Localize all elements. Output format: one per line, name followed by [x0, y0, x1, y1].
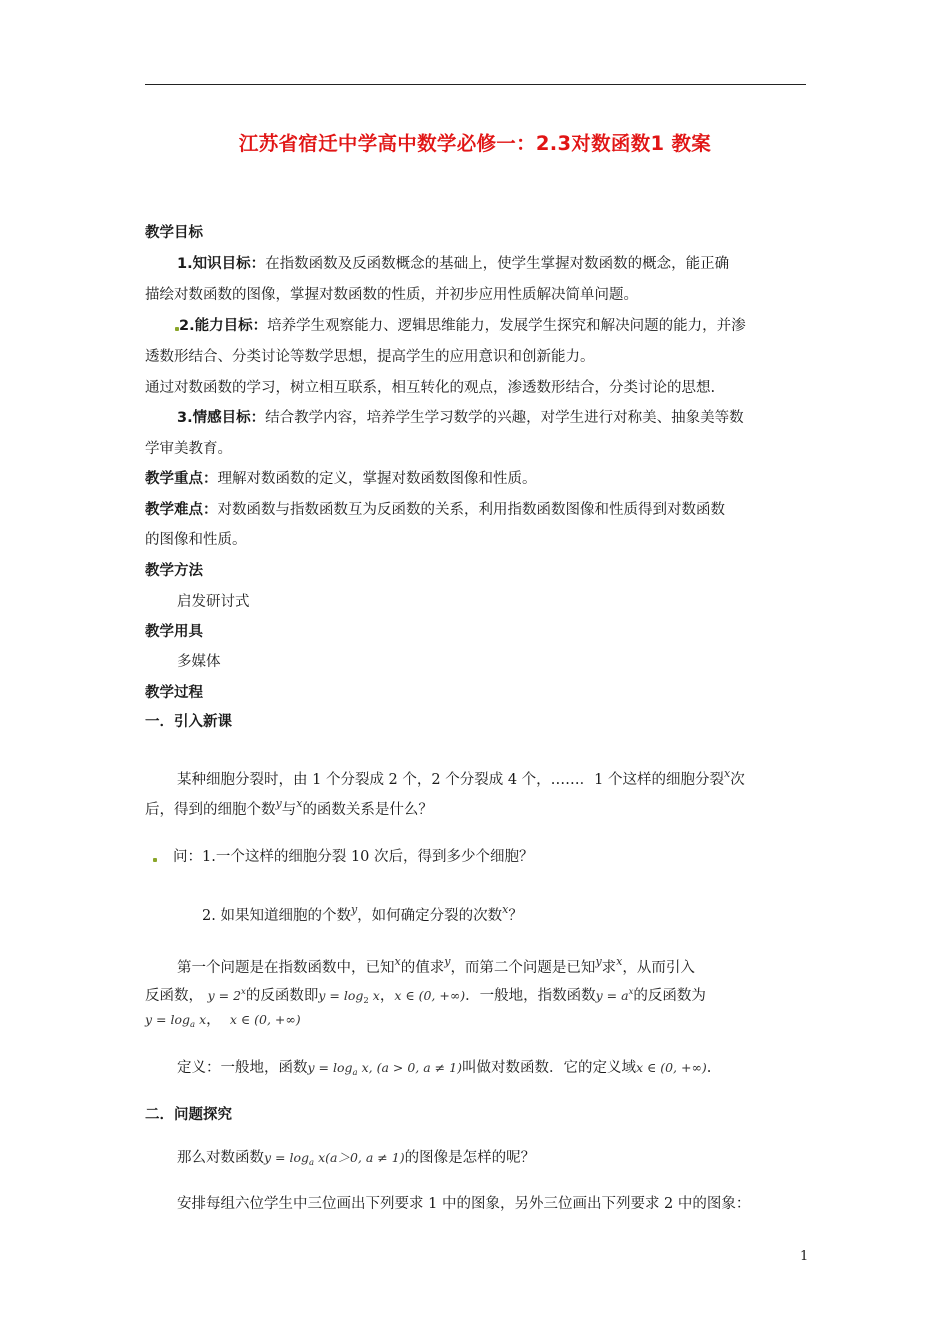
document-title: 江苏省宿迁中学高中数学必修一：2.3对数函数1 教案 — [238, 132, 712, 155]
focus-label: 教学重点： — [145, 471, 218, 487]
section-2-heading: 二．问题探究 — [145, 1107, 232, 1123]
explain-text-d: 求 — [601, 960, 617, 976]
bullet-marker — [153, 858, 157, 862]
difficulty-label: 教学难点： — [145, 502, 218, 518]
explain-text-b: 的值求 — [400, 960, 445, 976]
definition-text-b: 叫做对数函数．它的定义域 — [461, 1060, 636, 1076]
math-var-y: y — [444, 955, 451, 968]
goals-heading: 教学目标 — [145, 225, 203, 241]
formula-x: x — [318, 1150, 326, 1165]
formula-x: x — [199, 1012, 207, 1027]
definition-text-a: 定义：一般地，函数 — [177, 1060, 308, 1076]
question-2-text-b: ，如何确定分裂的次数 — [357, 908, 503, 924]
tools-text: 多媒体 — [177, 654, 221, 670]
formula-exp-a — [596, 988, 634, 1003]
formula-log: log — [170, 1012, 191, 1027]
formula-sub: a — [352, 1068, 358, 1078]
math-var-x: x — [502, 903, 509, 916]
method-text: 启发研讨式 — [177, 594, 250, 610]
explain-text-e: ，从而引入 — [622, 960, 695, 976]
question-1: 问：1.一个这样的细胞分裂 10 次后，得到多少个细胞？ — [173, 849, 534, 865]
explain-text-g: 的反函数即 — [245, 988, 319, 1004]
formula-log-a — [145, 1012, 207, 1030]
formula-explore — [264, 1150, 405, 1168]
explain-line-3: $y = \log_a x$， x ∈ (0, +∞) — [145, 1012, 301, 1030]
intro-para-line-1 — [177, 764, 745, 790]
explain-text-i: 的反函数为 — [633, 988, 706, 1004]
goal-2-line-1 — [179, 316, 746, 336]
explore-text-a: 那么对数函数 — [177, 1150, 264, 1166]
explain-text-a: 第一个问题是在指数函数中，已知 — [177, 960, 395, 976]
goal-1-line-1 — [177, 254, 729, 274]
focus-text: 理解对数函数的定义，掌握对数函数图像和性质。 — [217, 471, 537, 487]
method-heading: 教学方法 — [145, 563, 203, 579]
focus-line — [145, 469, 537, 489]
formula-y-eq: y = — [145, 1012, 171, 1027]
goal-2-text-1: 培养学生观察能力、逻辑思维能力，发展学生探究和解决问题的能力，并渗 — [267, 318, 746, 334]
header-rule — [145, 84, 806, 85]
intro-text-2a: 后，得到的细胞个数 — [145, 802, 276, 818]
goal-3-line-2: 学审美教育。 — [145, 441, 232, 457]
math-var-x: x — [616, 955, 623, 968]
tools-heading: 教学用具 — [145, 624, 203, 640]
math-var-x: x — [296, 797, 303, 810]
formula-y-eq: y = — [307, 1060, 333, 1075]
question-2-text-c: ？ — [508, 908, 523, 924]
definition-text-c: . — [706, 1060, 712, 1076]
goal-2-label: 2.能力目标： — [179, 318, 268, 334]
explain-text-h: ．一般地，指数函数 — [465, 988, 596, 1004]
formula-y-eq: y = — [207, 988, 234, 1003]
explore-text-b: 的图像是怎样的呢？ — [404, 1150, 536, 1166]
difficulty-text-1: 对数函数与指数函数互为反函数的关系，利用指数函数图像和性质得到对数函数 — [217, 502, 725, 518]
explain-line-1 — [177, 952, 695, 978]
formula-log: log — [289, 1150, 310, 1165]
math-var-y: y — [595, 955, 602, 968]
goal-3-line-1 — [177, 408, 744, 428]
formula-log: log — [332, 1060, 353, 1075]
formula-exp-2 — [208, 988, 246, 1003]
formula-y-eq: y = — [264, 1150, 290, 1165]
formula-sub: 2 — [363, 996, 369, 1006]
goal-1-text-1: 在指数函数及反函数概念的基础上，使学生掌握对数函数的概念，能正确 — [265, 256, 730, 272]
goal-3-text-1: 结合教学内容，培养学生学习数学的兴趣，对学生进行对称美、抽象美等数 — [265, 410, 744, 426]
formula-sub: a — [190, 1020, 196, 1030]
formula-base: 2 — [233, 988, 242, 1003]
formula-exp: x — [241, 987, 246, 997]
goal-2-line-2: 透数形结合、分类讨论等数学思想，提高学生的应用意识和创新能力。 — [145, 349, 595, 365]
formula-y-eq: y = — [595, 988, 622, 1003]
intro-text-1-end: 次 — [730, 772, 745, 788]
formula-exp: x — [628, 987, 634, 997]
question-2 — [202, 900, 523, 926]
explain-text-f: 反函数， — [145, 988, 203, 1004]
section-1-heading: 一．引入新课 — [145, 714, 232, 730]
difficulty-line-2: 的图像和性质。 — [145, 532, 247, 548]
formula-condition: (a > 0, a ≠ 1) — [376, 1060, 462, 1075]
goal-1-label: 1.知识目标： — [177, 256, 266, 272]
formula-x: x — [372, 988, 380, 1003]
definition-line — [177, 1058, 711, 1083]
formula-base: a — [621, 988, 629, 1003]
math-var-x: x — [394, 955, 401, 968]
formula-log: log — [343, 988, 364, 1003]
math-var-y: y — [275, 797, 282, 810]
intro-text-2c: 的函数关系是什么？ — [302, 802, 433, 818]
question-2-text-a: 2. 如果知道细胞的个数 — [202, 908, 351, 924]
math-var-x: x — [724, 767, 731, 780]
difficulty-line-1 — [145, 500, 725, 520]
formula-log-2 — [318, 988, 380, 1006]
process-heading: 教学过程 — [145, 685, 203, 701]
goal-1-line-2: 描绘对数函数的图像，掌握对数函数的性质，并初步应用性质解决简单问题。 — [145, 287, 638, 303]
formula-domain: x ∈ (0, +∞) — [229, 1012, 301, 1027]
explore-line-2: 安排每组六位学生中三位画出下列要求 1 中的图象，另外三位画出下列要求 2 中的图象： — [177, 1196, 751, 1212]
formula-condition: (a＞0, a ≠ 1) — [325, 1150, 405, 1165]
intro-text-2b: 与 — [281, 802, 297, 818]
formula-x: x — [361, 1060, 369, 1075]
intro-text-1: 某种细胞分裂时，由 1 个分裂成 2 个，2 个分裂成 4 个，……．1 个这样的细胞分裂 — [177, 772, 724, 788]
explain-text-c: ，而第二个问题是已知 — [450, 960, 596, 976]
formula-domain: x ∈ (0, +∞) — [394, 988, 466, 1003]
formula-definition: $y = \log_a x$, (a > 0, a ≠ 1) — [307, 1060, 462, 1078]
goal-2-line-3: 通过对数函数的学习，树立相互联系，相互转化的观点，渗透数形结合，分类讨论的思想. — [145, 380, 716, 396]
explain-line-2: 反函数， $y = 2^x$的反函数即$y = \log_2 x$，x ∈ (0, +∞)．一般地，指数函数$y = a^x$的反函数为 — [145, 987, 706, 1006]
intro-para-line-2 — [145, 794, 433, 820]
math-var-y: y — [350, 903, 358, 916]
explore-line-1 — [177, 1148, 535, 1173]
page-number: 1 — [800, 1249, 809, 1264]
formula-sub: a — [309, 1158, 315, 1168]
formula-domain: x ∈ (0, +∞) — [635, 1060, 707, 1075]
formula-y-eq: y = — [318, 988, 344, 1003]
goal-3-label: 3.情感目标： — [177, 410, 266, 426]
